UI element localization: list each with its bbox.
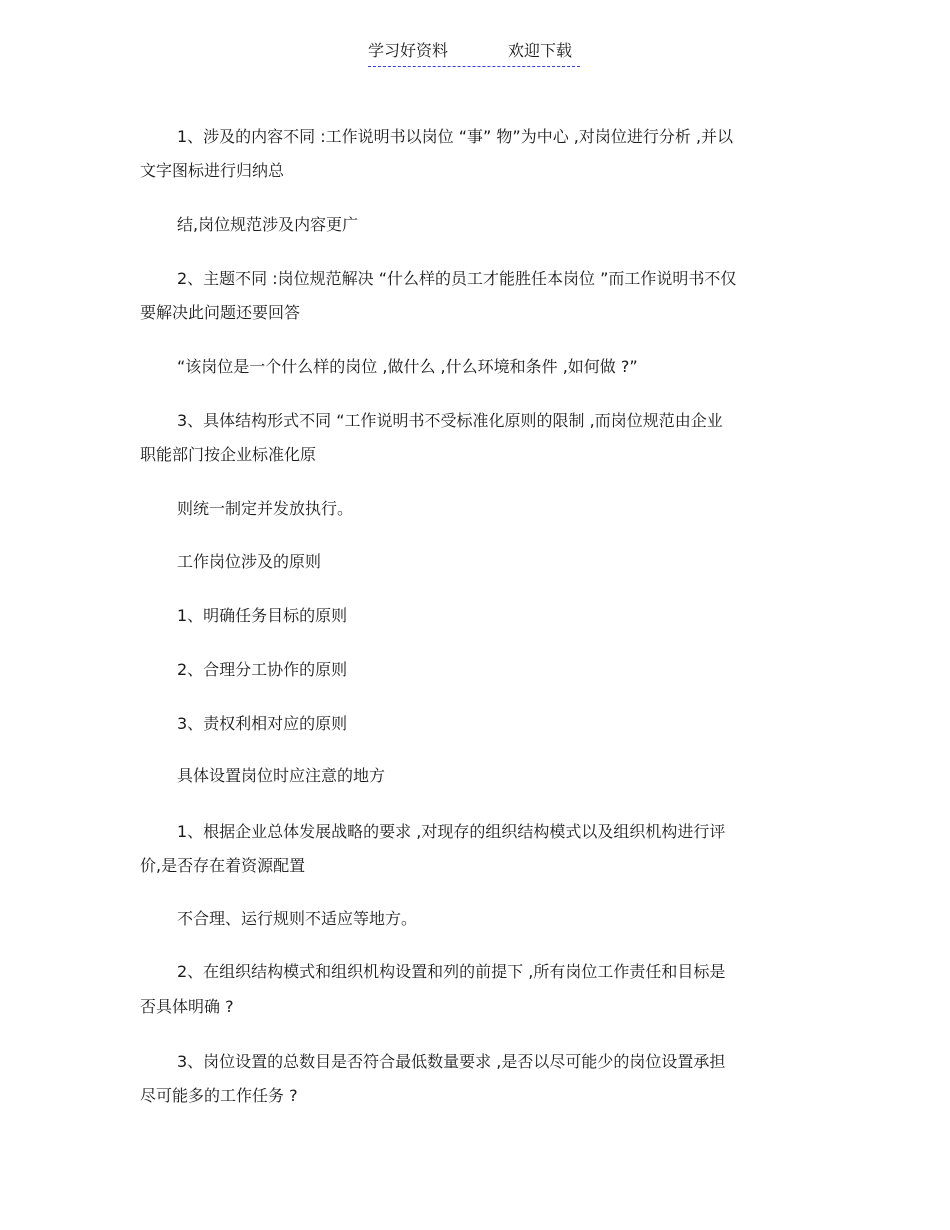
page-header bbox=[368, 40, 580, 67]
header-right-text: 欢迎下载 bbox=[508, 41, 573, 60]
paragraph-line: 尽可能多的工作任务 ? bbox=[140, 1086, 298, 1105]
paragraph-line: 2、在组织结构模式和组织机构设置和列的前提下 ,所有岗位工作责任和目标是 bbox=[177, 962, 726, 981]
paragraph-line: 不合理、运行规则不适应等地方。 bbox=[177, 909, 418, 928]
section-heading: 具体设置岗位时应注意的地方 bbox=[177, 766, 386, 785]
paragraph-line: 1、根据企业总体发展战略的要求 ,对现存的组织结构模式以及组织机构进行评 bbox=[177, 822, 726, 841]
list-item: 2、合理分工协作的原则 bbox=[177, 660, 348, 679]
paragraph-line: “该岗位是一个什么样的岗位 ,做什么 ,什么环境和条件 ,如何做 ?” bbox=[177, 357, 638, 376]
paragraph-line: 则统一制定并发放执行。 bbox=[177, 499, 354, 518]
paragraph-line: 3、具体结构形式不同 “工作说明书不受标准化原则的限制 ,而岗位规范由企业 bbox=[177, 411, 723, 430]
list-item: 3、责权利相对应的原则 bbox=[177, 714, 348, 733]
paragraph-line: 价,是否存在着资源配置 bbox=[140, 856, 306, 875]
paragraph-line: 1、涉及的内容不同 :工作说明书以岗位 “事” 物”为中心 ,对岗位进行分析 ,并以 bbox=[177, 127, 734, 146]
paragraph-line: 文字图标进行归纳总 bbox=[140, 161, 285, 180]
paragraph-line: 要解决此问题还要回答 bbox=[140, 303, 301, 322]
paragraph-line: 否具体明确 ? bbox=[140, 997, 234, 1016]
paragraph-line: 职能部门按企业标准化原 bbox=[140, 445, 317, 464]
paragraph-line: 2、主题不同 :岗位规范解决 “什么样的员工才能胜任本岗位 ”而工作说明书不仅 bbox=[177, 269, 737, 288]
section-heading: 工作岗位涉及的原则 bbox=[177, 552, 322, 571]
paragraph-line: 3、岗位设置的总数目是否符合最低数量要求 ,是否以尽可能少的岗位设置承担 bbox=[177, 1052, 726, 1071]
list-item: 1、明确任务目标的原则 bbox=[177, 606, 348, 625]
paragraph-line: 结,岗位规范涉及内容更广 bbox=[177, 215, 359, 234]
header-left-text: 学习好资料 bbox=[368, 41, 449, 60]
